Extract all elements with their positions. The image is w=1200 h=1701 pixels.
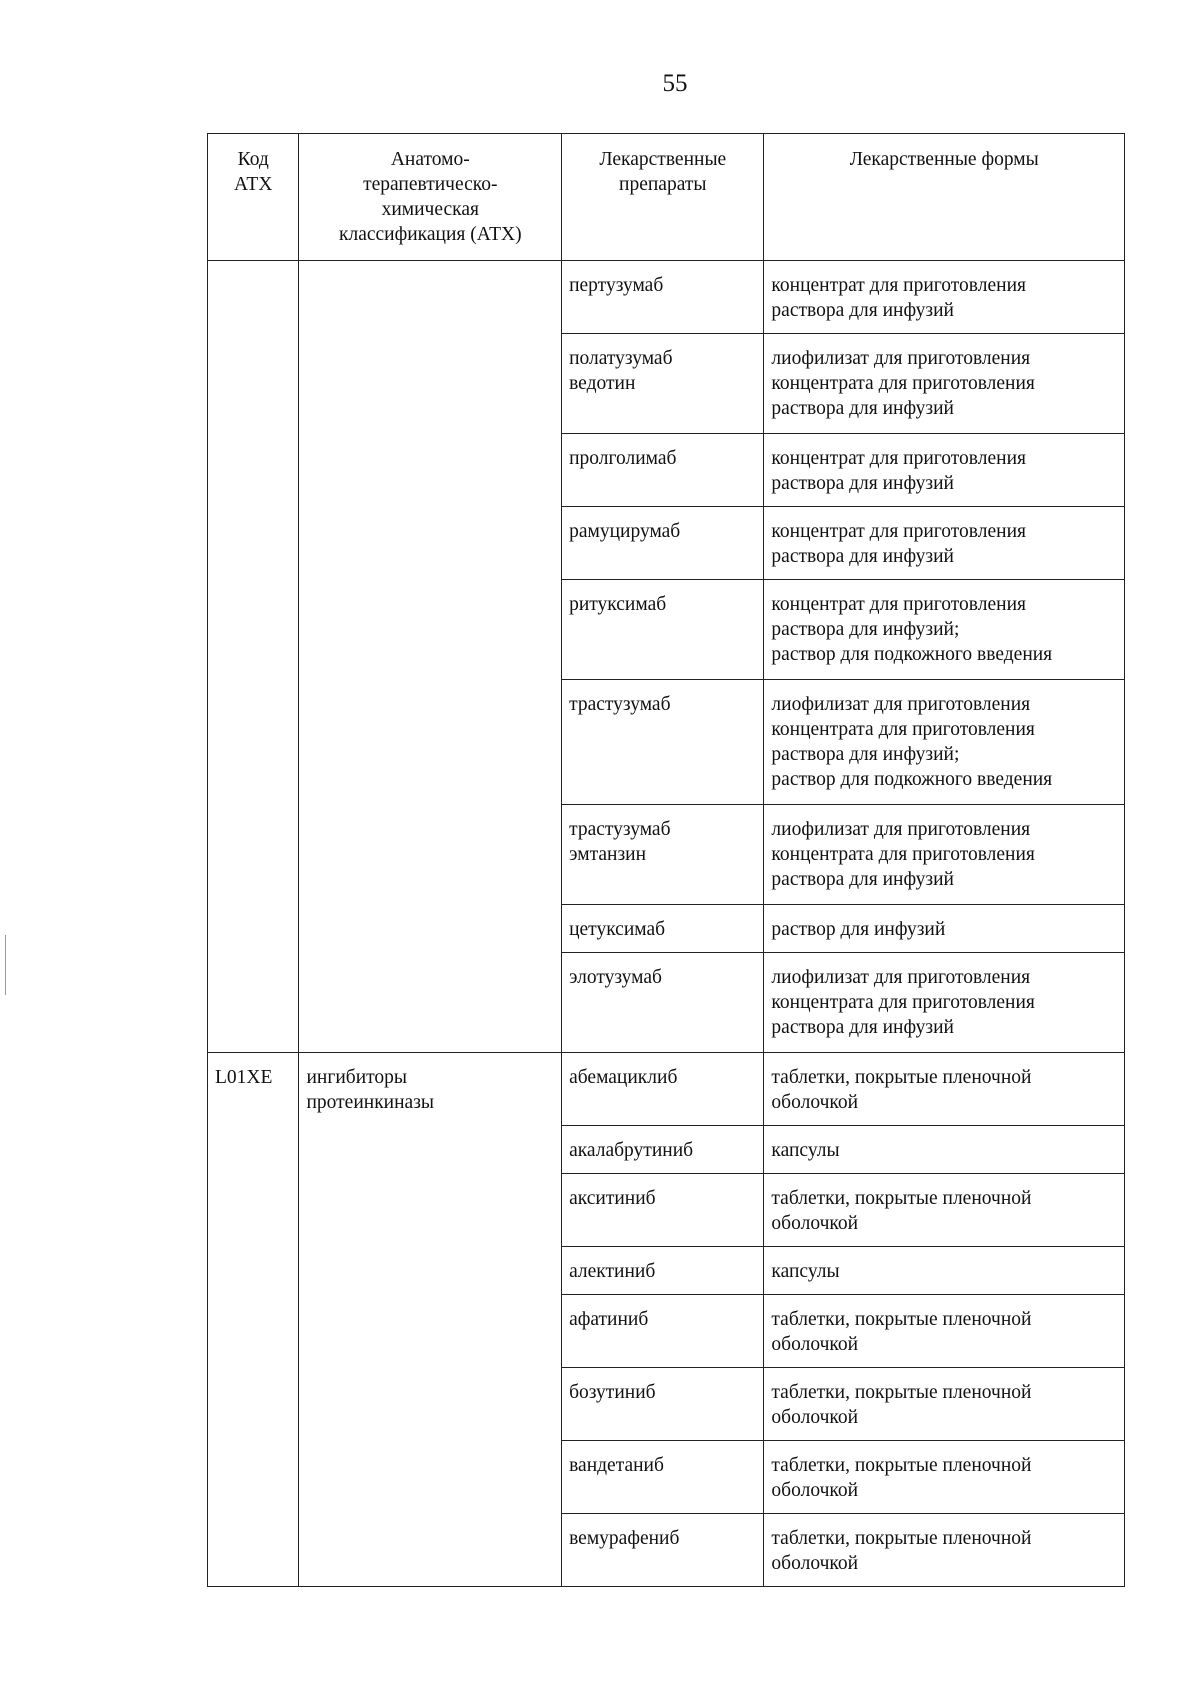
atx-class-cell: ингибиторы протеинкиназы <box>299 1053 562 1587</box>
form-cell: лиофилизат для приготовления концентрата для приготовления раствора для инфузий <box>764 953 1125 1053</box>
drug-cell: рамуцирумаб <box>562 507 764 580</box>
drug-cell: полатузумаб ведотин <box>562 334 764 434</box>
table-row <box>208 261 1125 334</box>
drug-cell: алектиниб <box>562 1247 764 1295</box>
drug-cell: вандетаниб <box>562 1441 764 1514</box>
page-number: 55 <box>662 70 688 97</box>
drug-cell: цетуксимаб <box>562 905 764 953</box>
drug-cell: ритуксимаб <box>562 580 764 680</box>
table-row <box>208 1053 1125 1126</box>
table-header-row <box>208 134 1125 261</box>
atx-code-cell <box>208 261 299 1053</box>
drug-cell: акалабрутиниб <box>562 1126 764 1174</box>
drug-cell: трастузумаб эмтанзин <box>562 805 764 905</box>
drug-cell: бозутиниб <box>562 1368 764 1441</box>
margin-mark <box>5 935 6 995</box>
form-cell: капсулы <box>764 1126 1125 1174</box>
header-dosage-forms: Лекарственные формы <box>764 134 1125 261</box>
form-cell: лиофилизат для приготовления концентрата для приготовления раствора для инфузий <box>764 334 1125 434</box>
form-cell: раствор для инфузий <box>764 905 1125 953</box>
form-cell: таблетки, покрытые пленочной оболочкой <box>764 1174 1125 1247</box>
drug-cell: акситиниб <box>562 1174 764 1247</box>
header-drugs: Лекарственные препараты <box>562 134 764 261</box>
form-cell: лиофилизат для приготовления концентрата для приготовления раствора для инфузий <box>764 805 1125 905</box>
header-atx-classification: Анатомо- терапевтическо- химическая классификация (АТХ) <box>299 134 562 261</box>
form-cell: таблетки, покрытые пленочной оболочкой <box>764 1053 1125 1126</box>
form-cell: таблетки, покрытые пленочной оболочкой <box>764 1514 1125 1587</box>
drug-cell: абемациклиб <box>562 1053 764 1126</box>
drug-cell: элотузумаб <box>562 953 764 1053</box>
atx-code-cell: L01XE <box>208 1053 299 1587</box>
atx-table <box>207 133 1125 1587</box>
form-cell: таблетки, покрытые пленочной оболочкой <box>764 1441 1125 1514</box>
drug-cell: афатиниб <box>562 1295 764 1368</box>
form-cell: концентрат для приготовления раствора для инфузий <box>764 434 1125 507</box>
drug-cell: вемурафениб <box>562 1514 764 1587</box>
drug-cell: пертузумаб <box>562 261 764 334</box>
drug-cell: трастузумаб <box>562 680 764 805</box>
form-cell: концентрат для приготовления раствора для инфузий <box>764 261 1125 334</box>
form-cell: концентрат для приготовления раствора для инфузий; раствор для подкожного введения <box>764 580 1125 680</box>
form-cell: таблетки, покрытые пленочной оболочкой <box>764 1295 1125 1368</box>
form-cell: концентрат для приготовления раствора для инфузий <box>764 507 1125 580</box>
atx-class-cell <box>299 261 562 1053</box>
form-cell: капсулы <box>764 1247 1125 1295</box>
form-cell: лиофилизат для приготовления концентрата для приготовления раствора для инфузий; раствор для подкожного введения <box>764 680 1125 805</box>
drug-cell: пролголимаб <box>562 434 764 507</box>
header-atx-code: Код АТХ <box>208 134 299 261</box>
form-cell: таблетки, покрытые пленочной оболочкой <box>764 1368 1125 1441</box>
